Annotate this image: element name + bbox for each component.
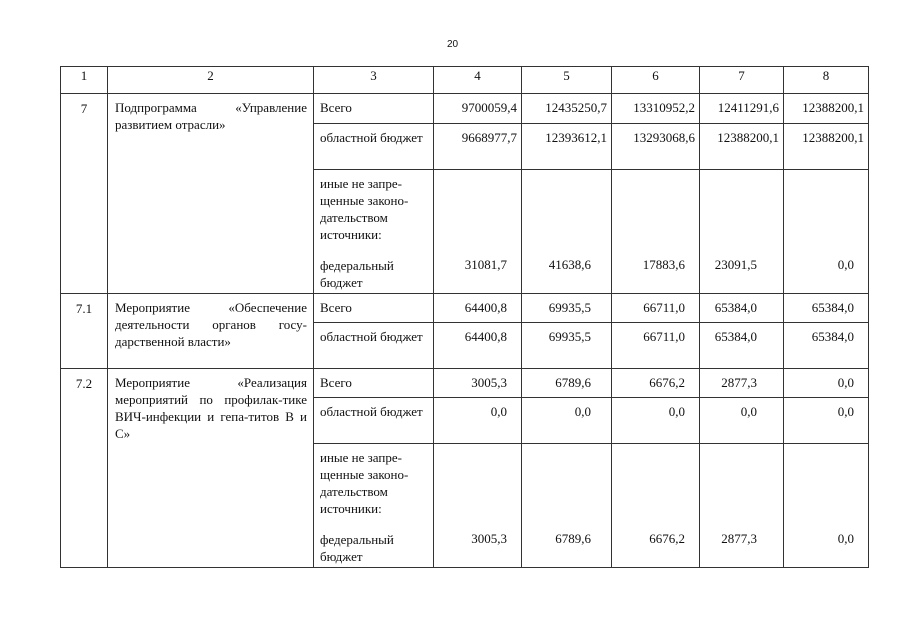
value-cell: 64400,8 (434, 323, 522, 369)
table-row (61, 94, 869, 124)
row-number: 7 (61, 94, 108, 294)
value-cell: 0,0 (784, 398, 869, 444)
value-cell: 23091,5 (700, 170, 784, 294)
source-label-group (314, 170, 434, 294)
header-cell: 4 (434, 67, 522, 94)
row-name: Мероприятие «Реализация мероприятий по профилак-тике ВИЧ-инфекции и гепа-титов В и С» (108, 369, 314, 568)
budget-table (60, 66, 869, 568)
value-cell: 6789,6 (522, 444, 612, 568)
value-cell: 0,0 (700, 398, 784, 444)
value-cell: 9700059,4 (434, 94, 522, 124)
value-cell: 2877,3 (700, 369, 784, 398)
value-cell: 12411291,6 (700, 94, 784, 124)
value-cell: 0,0 (434, 398, 522, 444)
value-cell: 6676,2 (612, 444, 700, 568)
source-label: Всего (314, 94, 434, 124)
value-cell: 0,0 (784, 444, 869, 568)
header-cell: 8 (784, 67, 869, 94)
value-cell: 41638,6 (522, 170, 612, 294)
table-row (61, 294, 869, 323)
value-cell: 2877,3 (700, 444, 784, 568)
value-cell: 65384,0 (700, 323, 784, 369)
row-name: Мероприятие «Обеспечение деятельности органов госу-дарственной власти» (108, 294, 314, 369)
value-cell: 0,0 (784, 170, 869, 294)
row-name: Подпрограмма «Управление развитием отрасли» (108, 94, 314, 294)
value-cell: 6789,6 (522, 369, 612, 398)
value-cell: 66711,0 (612, 323, 700, 369)
header-cell: 1 (61, 67, 108, 94)
source-label: Всего (314, 294, 434, 323)
row-number: 7.1 (61, 294, 108, 369)
source-label: иные не запре-щенные законо-дательством источники: (320, 450, 409, 516)
source-label: федеральный бюджет (320, 258, 394, 290)
source-label-group (314, 444, 434, 568)
value-cell: 12388200,1 (784, 124, 869, 170)
header-cell: 2 (108, 67, 314, 94)
value-cell: 69935,5 (522, 323, 612, 369)
value-cell: 12388200,1 (700, 124, 784, 170)
value-cell: 64400,8 (434, 294, 522, 323)
source-label: федеральный бюджет (320, 532, 394, 564)
value-cell: 6676,2 (612, 369, 700, 398)
value-cell: 3005,3 (434, 444, 522, 568)
value-cell: 12388200,1 (784, 94, 869, 124)
value-cell: 65384,0 (700, 294, 784, 323)
table-row (61, 369, 869, 398)
value-cell: 65384,0 (784, 294, 869, 323)
value-cell: 3005,3 (434, 369, 522, 398)
page-number: 20 (446, 39, 459, 50)
value-cell: 66711,0 (612, 294, 700, 323)
value-cell: 13310952,2 (612, 94, 700, 124)
source-label: Всего (314, 369, 434, 398)
value-cell: 0,0 (522, 398, 612, 444)
header-cell: 3 (314, 67, 434, 94)
value-cell: 12393612,1 (522, 124, 612, 170)
header-row (61, 67, 869, 94)
value-cell: 9668977,7 (434, 124, 522, 170)
source-label: иные не запре-щенные законо-дательством источники: (320, 176, 409, 242)
value-cell: 69935,5 (522, 294, 612, 323)
header-cell: 7 (700, 67, 784, 94)
value-cell: 65384,0 (784, 323, 869, 369)
source-label: областной бюджет (314, 124, 434, 170)
value-cell: 13293068,6 (612, 124, 700, 170)
value-cell: 0,0 (784, 369, 869, 398)
header-cell: 5 (522, 67, 612, 94)
value-cell: 12435250,7 (522, 94, 612, 124)
value-cell: 31081,7 (434, 170, 522, 294)
source-label: областной бюджет (314, 398, 434, 444)
value-cell: 0,0 (612, 398, 700, 444)
value-cell: 17883,6 (612, 170, 700, 294)
source-label: областной бюджет (314, 323, 434, 369)
header-cell: 6 (612, 67, 700, 94)
row-number: 7.2 (61, 369, 108, 568)
